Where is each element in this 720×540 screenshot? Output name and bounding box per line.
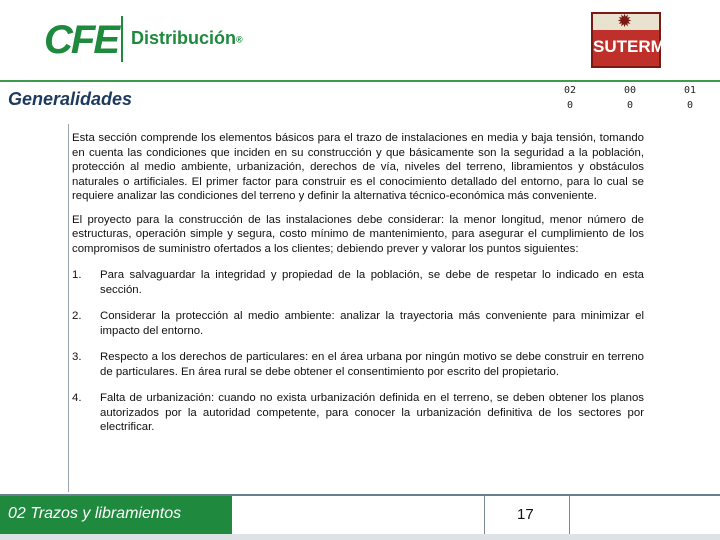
revision-table [540, 82, 720, 114]
gear-icon: ✹ [617, 11, 633, 31]
list-item [72, 309, 644, 338]
list-item [72, 268, 644, 297]
list-item-text: Falta de urbanización: cuando no exista urbanización definida en el terreno, se deben obtener los planos autorizados por la autoridad competente, para conocer la urbanización definitiva de los sectores por electrificar. [100, 392, 644, 433]
suterm-logo-banner [593, 11, 659, 31]
list-item-number: 3. [72, 351, 82, 363]
list-item-number: 2. [72, 310, 82, 322]
list-item [72, 391, 644, 435]
division-label: Distribución [131, 28, 237, 48]
list-item-number: 1. [72, 269, 82, 281]
cfe-division-name [131, 27, 243, 50]
revision-cell: 02 [563, 85, 577, 96]
revision-cell: 0 [686, 100, 694, 111]
suterm-logo-text: SUTERM [593, 37, 665, 56]
page-header [0, 0, 720, 82]
list-item-text: Respecto a los derechos de particulares: en el área urbana por ningún motivo se debe construir en terreno de particulares. En área rural se debe obtener el consentimiento por escrito del propietario. [100, 351, 644, 378]
revision-cell: 0 [626, 100, 634, 111]
cfe-logo: CFE [44, 18, 118, 62]
logo-separator [121, 16, 123, 62]
content-left-rule [68, 124, 69, 492]
list-item-text: Considerar la protección al medio ambiente: analizar la trayectoria más conveniente para minimizar el impacto del entorno. [100, 310, 644, 337]
intro-paragraph: Esta sección comprende los elementos básicos para el trazo de instalaciones en media y baja tensión, tomando en cuenta las condiciones que inciden en su construcción y que básicamente son la seguridad a la población, protección al medio ambiente, urbanización, derechos de vía, niveles del terreno, libramientos y obstáculos naturales o artificiales. El primer factor para construir es el conocimiento detallado del entorno, para lo cual se requiere analizar las condiciones del terreno y definir la alternativa técnico-económica más conveniente. [72, 132, 644, 202]
list-item [72, 350, 644, 379]
registered-mark: ® [236, 34, 243, 45]
requirements-paragraph: El proyecto para la construcción de las instalaciones debe considerar: la menor longitud, menor número de estructuras, operación simple y segura, costo mínimo de mantenimiento, para asegurar el cumplimiento de los compromisos de suministro ofertados a los clientes; debiendo prever y valorar los puntos siguientes: [72, 213, 644, 255]
content-body [72, 131, 644, 447]
revision-cell: 00 [623, 85, 637, 96]
list-item-text: Para salvaguardar la integridad y propiedad de la población, se debe de respetar lo indicado en esta sección. [100, 269, 644, 296]
bottom-edge [0, 534, 720, 540]
page-title: Generalidades [8, 89, 133, 109]
revision-cell: 01 [683, 85, 697, 96]
section-title: 02 Trazos y libramientos [8, 505, 182, 522]
suterm-logo [591, 11, 665, 68]
page-number: 17 [517, 506, 534, 523]
list-item-number: 4. [72, 392, 82, 404]
revision-cell: 0 [566, 100, 574, 111]
